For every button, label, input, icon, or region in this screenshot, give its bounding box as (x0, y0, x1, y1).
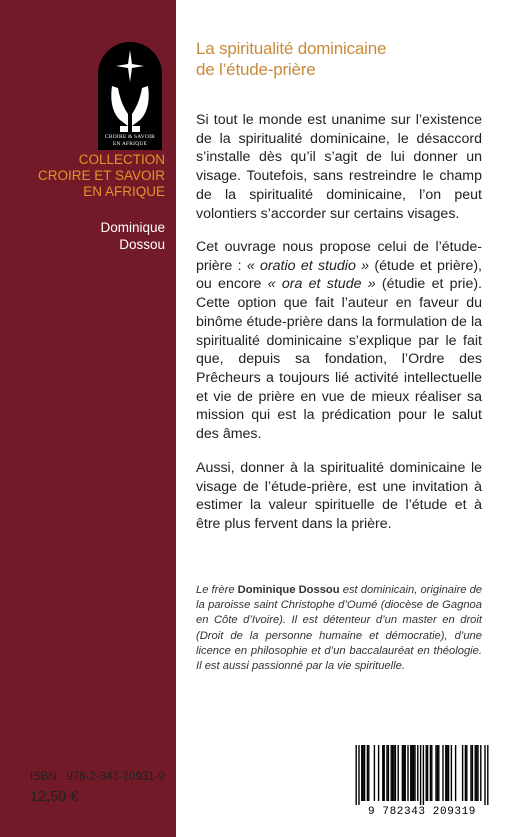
bio-author-name: Dominique Dossou (237, 584, 340, 596)
author-bio (196, 583, 482, 674)
barcode-bar (361, 745, 362, 801)
blurb-p2-part-a: Cet ouvrage nous propose celui de l’étude-prière : (196, 239, 482, 274)
barcode-bar (431, 745, 432, 801)
barcode-bar (368, 745, 369, 801)
barcode-bar (445, 745, 446, 801)
barcode-bar (405, 745, 406, 801)
barcode-bar (465, 745, 466, 801)
barcode-bar (388, 745, 389, 801)
barcode-bar (358, 745, 359, 805)
bio-text: est dominicain, originaire de la paroisse saint Christophe d’Oumé (diocèse de Gagnoa en Côte d’Ivoire). Il est détenteur d’un master en droit (Droit de la personne humaine et démocratie), d’une licence en philosophie et d’un baccalauréat en théologie. Il est aussi passionné par la vie spirituelle. (196, 584, 483, 673)
isbn-label: ISBN : 978-2-343-20931-9 (30, 771, 165, 783)
barcode-bar (462, 745, 463, 801)
barcode-bar (426, 745, 427, 801)
barcode-bar (484, 745, 485, 805)
barcode-bar (423, 745, 424, 805)
barcode-bar (430, 745, 431, 801)
book-title (196, 38, 486, 80)
barcode-bar (477, 745, 478, 801)
barcode-bar (356, 745, 357, 805)
barcode-bar (476, 745, 477, 801)
barcode-bar (455, 745, 456, 801)
barcode-bar (417, 745, 418, 801)
barcode-bar (480, 745, 481, 801)
barcode-bar (442, 745, 443, 801)
barcode-number: 9 782343 209319 (367, 806, 477, 818)
barcode-bar (447, 745, 448, 801)
barcode-bar (386, 745, 387, 801)
barcode-bar (427, 745, 428, 801)
barcode-bar (393, 745, 394, 801)
barcode-bar (363, 745, 364, 801)
barcode-bar (438, 745, 439, 801)
barcode-bar (412, 745, 413, 801)
blurb-p2-latin-2: « ora et stude » (267, 276, 376, 293)
collection-line1: COLLECTION (78, 152, 165, 167)
barcode-bar (395, 745, 396, 801)
collection-name (30, 152, 165, 200)
barcode-bar (451, 745, 452, 801)
barcode-bar (487, 745, 488, 805)
barcode-bar (435, 745, 436, 801)
barcode-bar (382, 745, 383, 801)
barcode-bar (470, 745, 471, 801)
publisher-logo (98, 42, 162, 150)
barcode-bar (414, 745, 415, 801)
barcode-bar (420, 745, 421, 805)
barcode-bar (378, 745, 379, 801)
barcode-bar (398, 745, 399, 801)
barcode-bar (410, 745, 411, 801)
collection-line2: CROIRE ET SAVOIR (37, 168, 165, 183)
blurb-p2-part-e: (étudie et prie). Cette option que fait l’auteur en faveur du binôme étude-prière dans la formulation de la spiritualité dominicaine s’explique par le fait que, depuis sa fondation, l’Ordre des Prêcheurs a toujours lié activité intellectuelle et vie de prière en vue de mieux réaliser sa mission qui est la prédication pour le salut des âmes. (196, 276, 482, 443)
barcode-bar (448, 745, 449, 801)
author-last-name: Dossou (119, 237, 165, 252)
barcode-bar (392, 745, 393, 801)
bio-prefix: Le frère (196, 584, 238, 596)
blurb-p2-latin-1: « oratio et studio » (246, 257, 370, 274)
blurb-paragraph-2 (196, 238, 482, 444)
barcode-bar (391, 745, 392, 801)
barcode-bar (374, 745, 375, 801)
barcode-bar (402, 745, 403, 801)
barcode-bar (466, 745, 467, 801)
book-title-line1: La spiritualité dominicaine (196, 39, 387, 58)
book-title-line2: de l’étude-prière (196, 60, 316, 79)
logo-text-line2: EN AFRIQUE (112, 141, 148, 147)
blurb-p2-part-c: (étude et prière), ou encore (196, 257, 482, 293)
barcode (348, 741, 496, 821)
barcode-bar (437, 745, 438, 801)
barcode-bar (403, 745, 404, 801)
collection-line3: EN AFRIQUE (83, 184, 165, 199)
logo-text-line1: CROIRE & SAVOIR (105, 134, 155, 140)
barcode-bar (367, 745, 368, 801)
blurb-paragraph-3: Aussi, donner à la spiritualité dominicaine le visage de l’étude-prière, est une invitation à estimer la valeur spirituelle de l’étude et à être plus fervent dans la prière. (196, 460, 482, 533)
barcode-bar (407, 745, 408, 801)
barcode-bar (475, 745, 476, 801)
author-name (30, 219, 165, 253)
barcode-bars (348, 741, 496, 805)
blurb-paragraph-1: Si tout le monde est unanime sur l’existence de la spiritualité dominicaine, le désaccord s’installe dès qu’il s’agit de lui donner un visage. Toutefois, sans restreindre le champ de la spiritualité dominicaine, l’on peut volontiers s’accorder sur certains visages. (196, 112, 482, 222)
barcode-bar (384, 745, 385, 801)
author-first-name: Dominique (100, 220, 165, 235)
barcode-bar (413, 745, 414, 801)
barcode-bar (472, 745, 473, 801)
barcode-bar (364, 745, 365, 801)
price-label: 12,50 € (30, 789, 79, 805)
